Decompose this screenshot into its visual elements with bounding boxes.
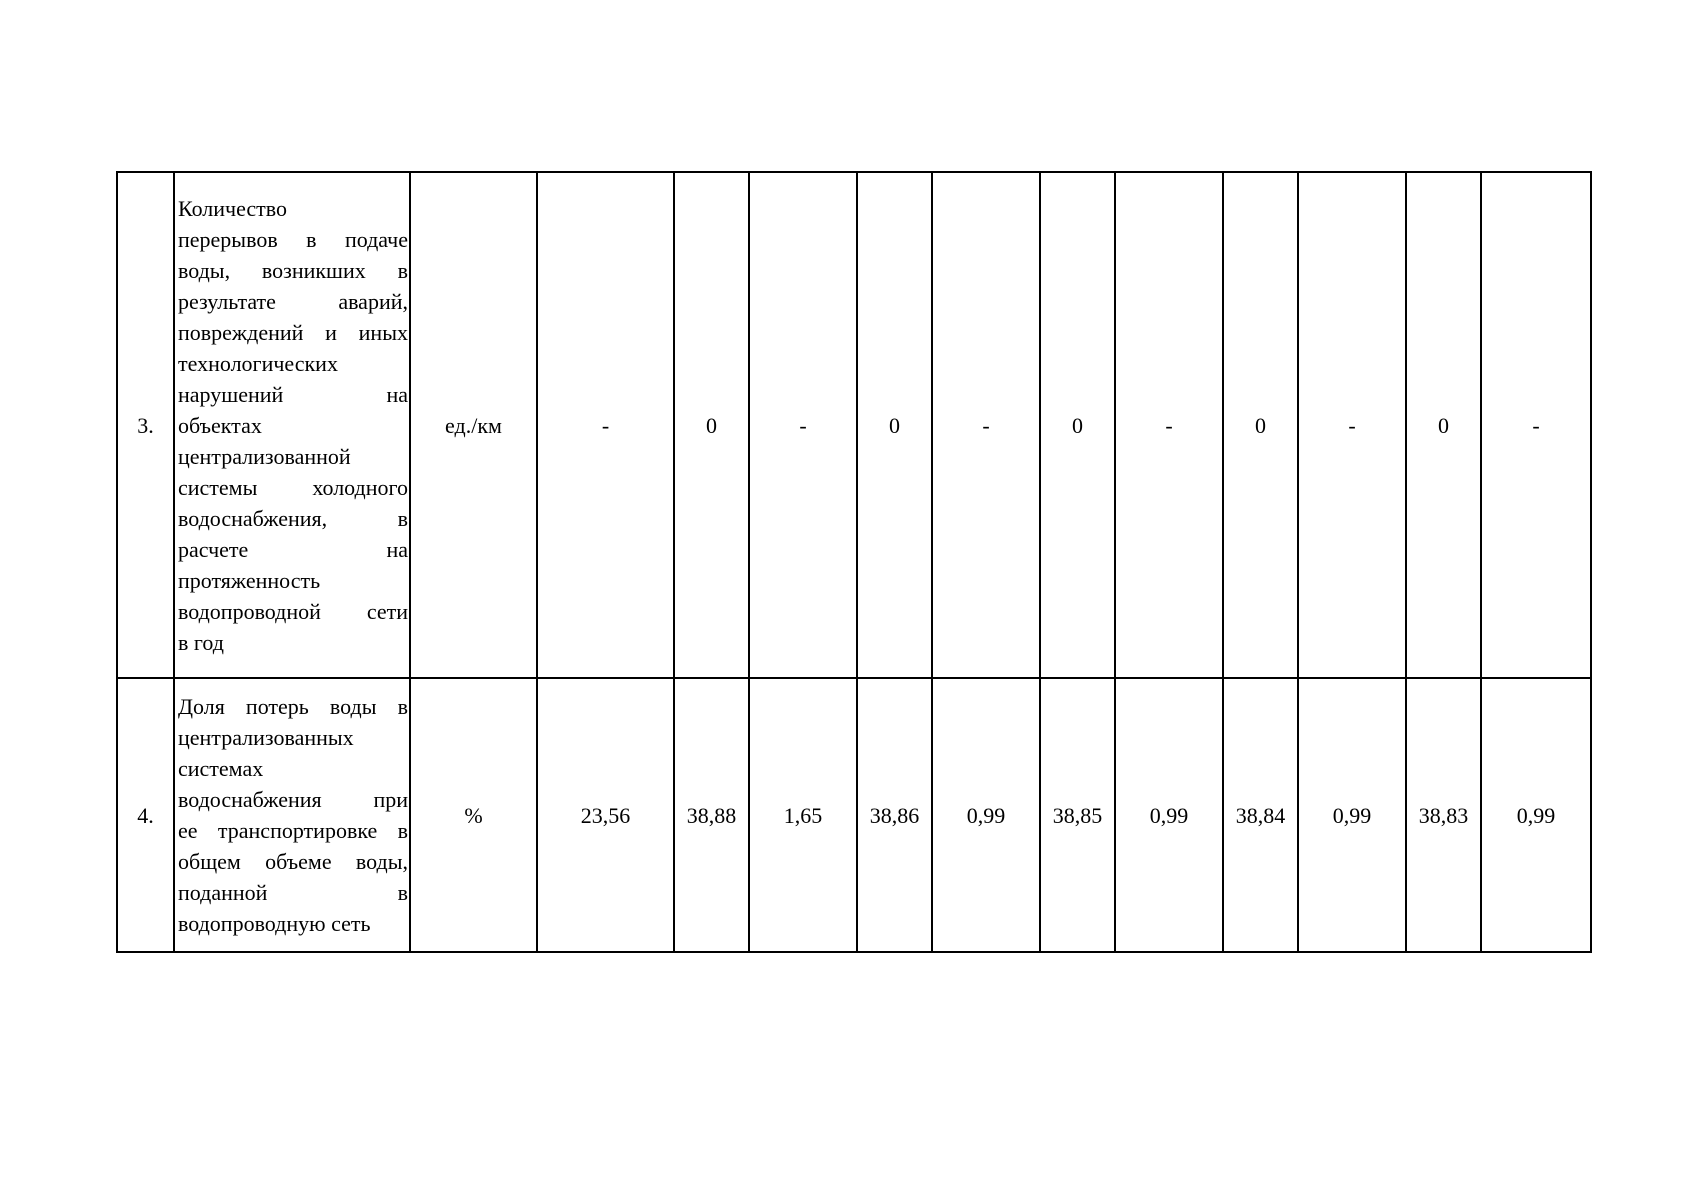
description-line: результате аварий, [178,288,408,314]
value-cell: 38,83 [1406,678,1481,952]
value-cell: - [537,172,674,678]
value-cell: - [749,172,857,678]
description-line: централизованных [178,725,354,750]
value-cell: 0 [1040,172,1115,678]
row-unit: ед./км [410,172,537,678]
value-cell: - [1481,172,1591,678]
row-description [174,678,410,952]
value-cell: 38,88 [674,678,749,952]
description-line: Количество [178,195,288,221]
row-description [174,172,410,678]
description-line: централизованной [178,443,351,469]
value-cell: - [1298,172,1406,678]
description-line: водопроводную сеть [178,911,371,936]
description-line: в год [178,629,224,655]
description-line: поданной в [178,880,408,905]
description-line: системы холодного [178,474,408,500]
value-cell: 0 [857,172,932,678]
description-line: системах [178,756,264,781]
table-row [117,678,1591,952]
row-unit: % [410,678,537,952]
value-cell: 1,65 [749,678,857,952]
value-cell: 38,86 [857,678,932,952]
description-line: ее транспортировке в [178,818,408,843]
description-line: водоснабжения, в [178,505,408,531]
value-cell: 23,56 [537,678,674,952]
description-line: перерывов в подаче [178,226,408,252]
value-cell: 0,99 [1115,678,1223,952]
description-line: технологических [178,350,338,376]
value-cell: 38,84 [1223,678,1298,952]
value-cell: 0,99 [932,678,1040,952]
description-line: объектах [178,412,262,438]
table-row [117,172,1591,678]
value-cell: - [1115,172,1223,678]
row-number: 3. [117,172,174,678]
description-line: водопроводной сети [178,598,408,624]
value-cell: 0 [674,172,749,678]
description-line: водоснабжения при [178,787,408,812]
value-cell: 0,99 [1481,678,1591,952]
indicators-table [116,171,1592,953]
description-line: нарушений на [178,381,408,407]
value-cell: 0 [1223,172,1298,678]
description-line: общем объеме воды, [178,849,408,874]
value-cell: 38,85 [1040,678,1115,952]
value-cell: 0,99 [1298,678,1406,952]
value-cell: - [932,172,1040,678]
description-line: протяженность [178,567,321,593]
value-cell: 0 [1406,172,1481,678]
description-line: повреждений и иных [178,319,408,345]
description-line: расчете на [178,536,408,562]
description-line: Доля потерь воды в [178,694,408,719]
row-number: 4. [117,678,174,952]
description-line: воды, возникших в [178,257,408,283]
